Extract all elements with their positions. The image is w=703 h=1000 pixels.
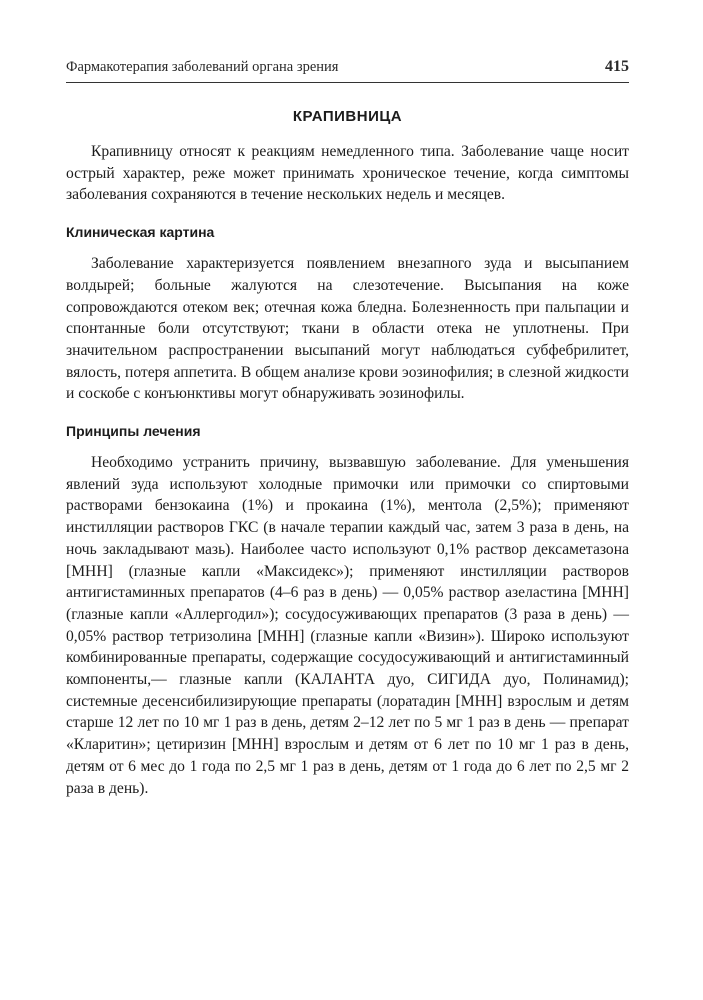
chapter-title: КРАПИВНИЦА <box>292 108 403 125</box>
treatment-heading: Принципы лечения <box>66 423 201 440</box>
clinical-heading: Клиническая картина <box>66 224 215 241</box>
running-title: Фармакотерапия заболеваний органа зрения <box>66 59 339 75</box>
running-header <box>66 58 629 83</box>
treatment-paragraph: Необходимо устранить причину, вызвавшую заболевание. Для уменьшения явлений зуда используют холодные примочки или примочки со спиртовыми растворами бензокаина (1%) и прокаина (1%), ментола (2,5%); применяют инстилляции растворов ГКС (в начале терапии каждый час, затем 3 раза в день, на ночь закладывают мазь). Наиболее часто используют 0,1% раствор дексаметазона [МНН] (глазные капли «Максидекс»); применяют инстилляции растворов антигистаминных препаратов (4–6 раз в день) — 0,05% раствор азеластина [МНН] (глазные капли «Аллергодил»); сосудосуживающих препаратов (3 раза в день) — 0,05% раствор тетризолина [МНН] (глазные капли «Визин»). Широко используют комбинированные препараты, содержащие сосудосуживающий и антигистаминный компоненты,— глазные капли (КАЛАНТА дуо, СИГИДА дуо, Полинамид); системные десенсибилизирующие препараты (лоратадин [МНН] взрослым и детям старше 12 лет по 10 мг 1 раз в день, детям 2–12 лет по 5 мг 1 раз в день — препарат «Кларитин»; цетиризин [МНН] взрослым и детям от 6 лет по 10 мг 1 раз в день, детям от 6 мес до 1 года по 2,5 мг 1 раз в день, детям от 1 года до 6 лет по 2,5 мг 2 раза в день). <box>66 454 629 797</box>
intro-paragraph: Крапивницу относят к реакциям немедленного типа. Заболевание чаще носит острый характер, реже может принимать хроническое течение, когда симптомы заболевания сохраняются в течение нескольких недель и месяцев. <box>66 143 629 204</box>
book-page <box>66 58 629 799</box>
clinical-paragraph: Заболевание характеризуется появлением внезапного зуда и высыпанием волдырей; больные жалуются на слезотечение. Высыпания на коже сопровождаются отеком век; отечная кожа бледна. Болезненность при пальпации и спонтанные боли отсутствуют; ткани в области отека не уплотнены. При значительном распространении высыпаний могут наблюдаться субфебрилитет, вялость, потеря аппетита. В общем анализе крови эозинофилия; в слезной жидкости и соскобе с конъюнктивы могут обнаруживать эозинофилы. <box>66 255 629 403</box>
page-number: 415 <box>605 58 629 75</box>
